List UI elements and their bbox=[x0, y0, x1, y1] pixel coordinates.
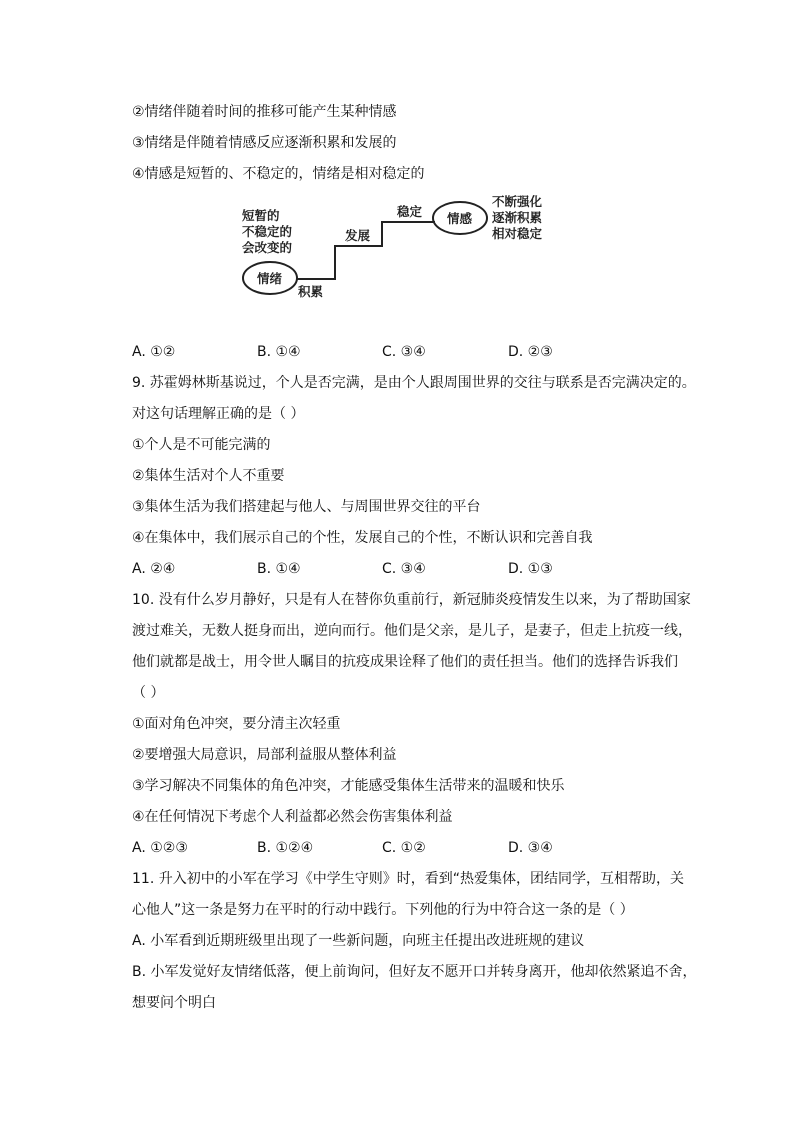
q8-option-c: C. ③④ bbox=[382, 344, 426, 360]
diagram-left-text-2: 不稳定的 bbox=[242, 224, 293, 239]
q10-option-a: A. ①②③ bbox=[132, 840, 188, 856]
q9-stem-2: 对这句话理解正确的是（ ） bbox=[132, 406, 305, 422]
diagram-emotion-label: 情绪 bbox=[257, 271, 283, 286]
q8-statement-2: ②情绪伴随着时间的推移可能产生某种情感 bbox=[132, 104, 397, 120]
q8-options bbox=[132, 342, 692, 362]
diagram-right-text-2: 逐渐积累 bbox=[492, 210, 543, 225]
q10-option-d: D. ③④ bbox=[508, 840, 553, 856]
diagram-right-text-1: 不断强化 bbox=[492, 194, 543, 209]
q11-stem-2: 心他人”这一条是努力在平时的行动中践行。下列他的行为中符合这一条的是（ ） bbox=[132, 902, 634, 918]
q8-statement-4: ④情感是短暂的、不稳定的，情绪是相对稳定的 bbox=[132, 166, 425, 182]
q10-options bbox=[132, 838, 692, 858]
q9-statement-2: ②集体生活对个人不重要 bbox=[132, 468, 285, 484]
q10-statement-3: ③学习解决不同集体的角色冲突，才能感受集体生活带来的温暖和快乐 bbox=[132, 778, 565, 794]
diagram-accumulate-label: 积累 bbox=[298, 284, 324, 299]
q9-statement-4: ④在集体中，我们展示自己的个性，发展自己的个性，不断认识和完善自我 bbox=[132, 530, 593, 546]
q10-statement-2: ②要增强大局意识，局部利益服从整体利益 bbox=[132, 747, 397, 763]
q9-stem-1: 9. 苏霍姆林斯基说过，个人是否完满，是由个人跟周围世界的交往与联系是否完满决定的。 bbox=[132, 375, 696, 391]
diagram-feeling-label: 情感 bbox=[447, 211, 473, 226]
q9-option-b: B. ①④ bbox=[257, 561, 301, 577]
q11-option-a: A. 小军看到近期班级里出现了一些新问题，向班主任提出改进班规的建议 bbox=[132, 933, 585, 949]
q9-option-a: A. ②④ bbox=[132, 561, 176, 577]
emotion-feeling-diagram bbox=[230, 190, 570, 305]
q9-statement-1: ①个人是不可能完满的 bbox=[132, 437, 271, 453]
q8-option-a: A. ①② bbox=[132, 344, 176, 360]
q10-statement-4: ④在任何情况下考虑个人利益都必然会伤害集体利益 bbox=[132, 809, 453, 825]
diagram-develop-label: 发展 bbox=[345, 228, 371, 243]
diagram-right-text-3: 相对稳定 bbox=[492, 226, 543, 241]
diagram-left-text-3: 会改变的 bbox=[242, 240, 293, 255]
q10-stem-4: （ ） bbox=[132, 685, 165, 701]
q9-statement-3: ③集体生活为我们搭建起与他人、与周围世界交往的平台 bbox=[132, 499, 481, 515]
q10-option-b: B. ①②④ bbox=[257, 840, 314, 856]
q8-option-d: D. ②③ bbox=[508, 344, 553, 360]
q9-option-d: D. ①③ bbox=[508, 561, 553, 577]
q10-stem-3: 他们就都是战士，用令世人瞩目的抗疫成果诠释了他们的责任担当。他们的选择告诉我们 bbox=[132, 654, 678, 670]
diagram-stable-label: 稳定 bbox=[397, 204, 423, 219]
q10-stem-2: 渡过难关，无数人挺身而出，逆向而行。他们是父亲，是儿子，是妻子，但走上抗疫一线， bbox=[132, 623, 692, 639]
q11-stem-1: 11. 升入初中的小军在学习《中学生守则》时，看到“热爱集体，团结同学，互相帮助，关 bbox=[132, 871, 684, 887]
q11-option-b-line-1: B. 小军发觉好友情绪低落，便上前询问，但好友不愿开口并转身离开，他却依然紧追不舍， bbox=[132, 964, 697, 980]
q8-statement-3: ③情绪是伴随着情感反应逐渐积累和发展的 bbox=[132, 135, 397, 151]
q10-statement-1: ①面对角色冲突，要分清主次轻重 bbox=[132, 716, 341, 732]
q11-option-b-line-2: 想要问个明白 bbox=[132, 995, 216, 1011]
q10-stem-1: 10. 没有什么岁月静好，只是有人在替你负重前行，新冠肺炎疫情发生以来，为了帮助国家 bbox=[132, 592, 691, 608]
q10-option-c: C. ①② bbox=[382, 840, 426, 856]
q9-options bbox=[132, 559, 692, 579]
diagram-left-text-1: 短暂的 bbox=[242, 208, 280, 223]
q8-option-b: B. ①④ bbox=[257, 344, 301, 360]
q9-option-c: C. ③④ bbox=[382, 561, 426, 577]
